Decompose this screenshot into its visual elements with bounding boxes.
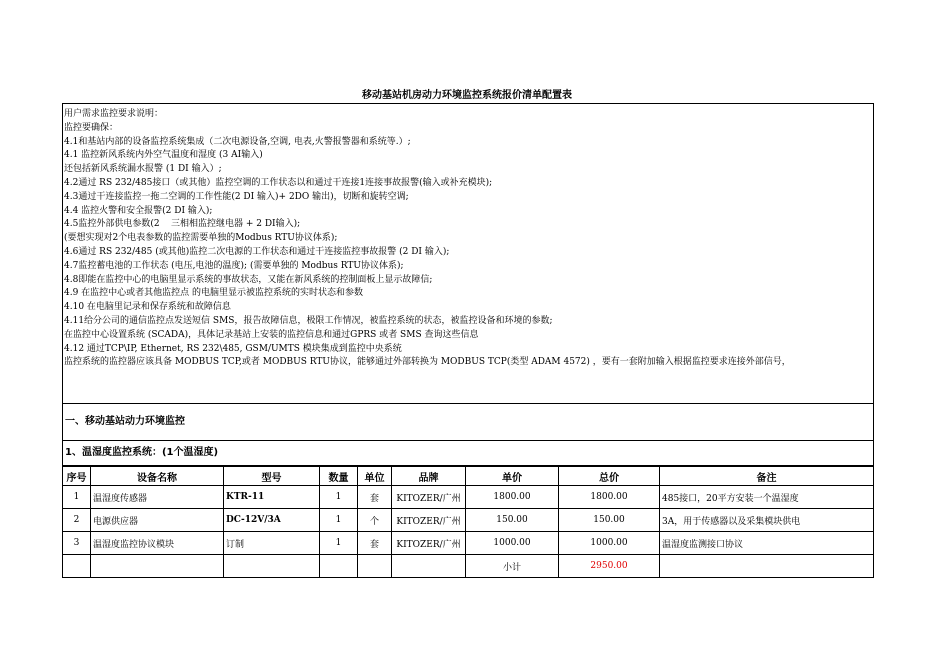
requirement-line: 4.12 通过TCP\IP, Ethernet, RS 232\485, GSM/UMTS 模块集成到监控中央系统 bbox=[64, 343, 402, 354]
cell-brand: KITOZER/广州 bbox=[392, 486, 466, 509]
requirement-line: 监控要确保： bbox=[64, 122, 119, 133]
cell-empty bbox=[392, 555, 466, 578]
requirement-line: 在监控中心设置系统 (SCADA)，具体记录基站上安装的监控信息和通过GPRS 或者 SMS 查询这些信息 bbox=[64, 329, 479, 340]
table-row bbox=[63, 532, 874, 555]
requirement-line: 4.8即能在监控中心的电脑里显示系统的事故状态，又能在新风系统的控制面板上显示故障信; bbox=[64, 274, 433, 285]
cell-no: 3 bbox=[63, 532, 91, 555]
table-header-row bbox=[63, 467, 874, 486]
cell-remark: 485接口，20平方安装一个温湿度 bbox=[660, 486, 874, 509]
cell-qty: 1 bbox=[320, 486, 358, 509]
col-header-name: 设备名称 bbox=[91, 467, 224, 486]
table-row bbox=[63, 509, 874, 532]
cell-total: 1800.00 bbox=[559, 486, 660, 509]
requirement-line: 4.10 在电脑里记录和保存系统和故障信息 bbox=[64, 302, 231, 313]
cell-qty: 1 bbox=[320, 509, 358, 532]
subtotal-value: 2950.00 bbox=[559, 555, 660, 578]
cell-total: 150.00 bbox=[559, 509, 660, 532]
requirement-line: 4.4 监控火警和安全报警(2 DI 输入); bbox=[64, 205, 213, 216]
cell-name: 温湿度传感器 bbox=[91, 486, 224, 509]
section-title: 一、移动基站动力环境监控 bbox=[63, 404, 873, 441]
requirement-line: (要想实现对2个电表参数的监控需要单独的Modbus RTU协议体系); bbox=[64, 233, 338, 244]
subsection-title: 1、温湿度监控系统：(1个温湿度) bbox=[63, 441, 873, 466]
requirement-line: 用户需求监控要求说明： bbox=[64, 109, 164, 119]
equipment-table bbox=[62, 466, 874, 578]
cell-model: KTR-11 bbox=[224, 486, 320, 509]
col-header-unit: 单位 bbox=[358, 467, 392, 486]
col-header-qty: 数量 bbox=[320, 467, 358, 486]
cell-total: 1000.00 bbox=[559, 532, 660, 555]
subtotal-row bbox=[63, 555, 874, 578]
requirement-line: 4.7监控蓄电池的工作状态 (电压,电池的温度); (需要单独的 Modbus RTU协议体系); bbox=[64, 260, 404, 271]
cell-no: 1 bbox=[63, 486, 91, 509]
cell-unit: 套 bbox=[358, 486, 392, 509]
cell-brand: KITOZER/广州 bbox=[392, 532, 466, 555]
cell-unit: 个 bbox=[358, 509, 392, 532]
cell-empty bbox=[358, 555, 392, 578]
cell-empty bbox=[91, 555, 224, 578]
cell-price: 1800.00 bbox=[466, 486, 559, 509]
cell-remark: 温湿度监测接口协议 bbox=[660, 532, 874, 555]
cell-empty bbox=[320, 555, 358, 578]
cell-brand: KITOZER/广州 bbox=[392, 509, 466, 532]
subtotal-label: 小计 bbox=[466, 555, 559, 578]
col-header-total: 总价 bbox=[559, 467, 660, 486]
requirement-line: 4.1和基站内部的设备监控系统集成（二次电源设备,空调, 电表,火警报警器和系统等.）; bbox=[64, 136, 411, 147]
requirement-line: 4.3通过干连接监控一拖二空调的工作性能(2 DI 输入)+ 2DO 输出)，切断和旋转空调; bbox=[64, 191, 409, 202]
requirement-line: 4.6通过 RS 232/485 (或其他)监控二次电源的工作状态和通过干连接监控事故报警 (2 DI 输入); bbox=[64, 246, 450, 257]
col-header-price: 单价 bbox=[466, 467, 559, 486]
requirement-line: 4.5监控外部供电参数(2 三相相监控继电器 + 2 DI输入); bbox=[64, 219, 301, 230]
cell-name: 温湿度监控协议模块 bbox=[91, 532, 224, 555]
cell-no: 2 bbox=[63, 509, 91, 532]
cell-name: 电源供应器 bbox=[91, 509, 224, 532]
cell-model: DC-12V/3A bbox=[224, 509, 320, 532]
requirement-line: 4.2通过 RS 232/485接口（或其他）监控空调的工作状态以和通过干连接1连接事故报警(输入或补充模块); bbox=[64, 177, 493, 188]
cell-remark: 3A，用于传感器以及采集模块供电 bbox=[660, 509, 874, 532]
col-header-brand: 品牌 bbox=[392, 467, 466, 486]
cell-price: 150.00 bbox=[466, 509, 559, 532]
col-header-remark: 备注 bbox=[660, 467, 874, 486]
cell-empty bbox=[63, 555, 91, 578]
cell-unit: 套 bbox=[358, 532, 392, 555]
requirement-line: 4.1 监控新风系统内外空气温度和湿度 (3 AI输入) bbox=[64, 150, 263, 161]
requirement-line: 还包括新风系统漏水报警 (1 DI 输入）; bbox=[64, 164, 222, 175]
col-header-model: 型号 bbox=[224, 467, 320, 486]
cell-empty bbox=[224, 555, 320, 578]
requirement-line: 4.11给分公司的通信监控点发送短信 SMS，报告故障信息，极限工作情况，被监控系统的状态，被监控设备和环境的参数; bbox=[64, 315, 553, 326]
cell-qty: 1 bbox=[320, 532, 358, 555]
page-title: 移动基站机房动力环境监控系统报价清单配置表 bbox=[362, 90, 572, 101]
requirement-line: 监控系统的监控器应该具备 MODBUS TCP,或者 MODBUS RTU协议，能够通过外部转换为 MODBUS TCP(类型 ADAM 4572) ，要有一套附加输入根据监控要求连接外部信号， bbox=[64, 357, 791, 368]
cell-model: 订制 bbox=[224, 532, 320, 555]
requirements-block bbox=[63, 104, 873, 404]
cell-empty bbox=[660, 555, 874, 578]
cell-price: 1000.00 bbox=[466, 532, 559, 555]
quote-sheet bbox=[62, 103, 874, 578]
requirement-line: 4.9 在监控中心或者其他监控点 的电脑里显示被监控系统的实时状态和参数 bbox=[64, 288, 364, 299]
table-row bbox=[63, 486, 874, 509]
col-header-no: 序号 bbox=[63, 467, 91, 486]
